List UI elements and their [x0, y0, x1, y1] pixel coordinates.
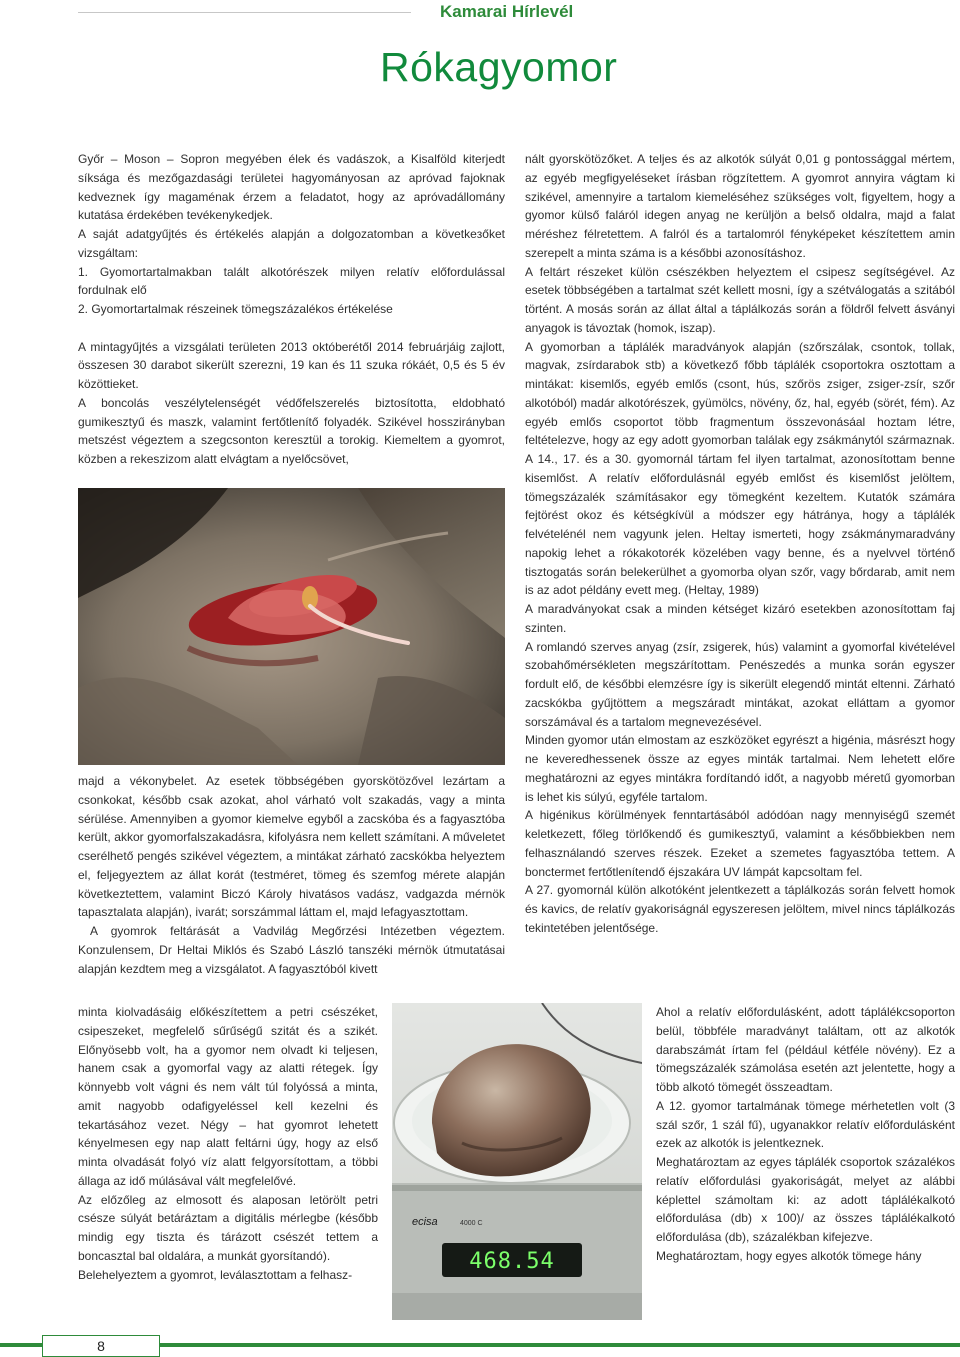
right-column-body [525, 150, 955, 938]
paragraph: minta kiolvadásáig előkészítettem a petri csészéket, csipeszeket, megfelelő sűrűségű szitát és a szikét. Előnyösebb volt, ha a gyomor nem olvadt ki teljesen, hanem csak a gyomorfal vagy az alatti rétegek. Így könnyebb volt vágni és nem vált túl folyóssá a minta, amit nagyobb odafigyeléssel kell kezelni és tekartásához vezet. Négy – hat gyomrot lehetett kényelmesen egy nap alatt feltárni úgy, hogy az első minta olvadását folyó víz alatt felgyorsítottam, a többi állaga az idő múlásával vált megfelelővé. [78, 1005, 378, 1188]
paragraph: Meghatároztam, hogy egyes alkotók tömege hány [656, 1248, 922, 1263]
paragraph: Ahol a relatív előfordulásként, adott táplálékcsoporton belül, többféle maradványt találtam, ott az alkotók darabszámát írtam fel (például kétféle növény). Ez a tömegszázalék számolása esetén azt jelentette, hogy a több alkotó tömegét összeadtam. [656, 1005, 955, 1094]
newsletter-title: Kamarai Hírlevél [440, 2, 574, 21]
paragraph: A 12. gyomor tartalmának tömege mérhetetlen volt (3 szál szőr, 1 szál fű), ugyanakkor relatív előfordulásként ezek az alkotók is jelentkeznek. [656, 1098, 955, 1151]
paragraph: Minden gyomor után elmostam az eszközöket egyrészt a higénia, másrészt hogy ne keveredhessenek össze az egyes minták tartalmai. Nem lehetett előre meghatározni az egyes mintákra fordítandó időt, a nagyobb méretű gyomorban is lehet kis súlyú, egyféle tartalom. [525, 733, 955, 804]
paragraph: A gyomorban a táplálék maradványok alapján (szőrszálak, csontok, tollak, magvak, zsírdarabok stb) a következő főbb táplálék csoportokra osztottam a mintákat: kisemlős, egyéb emlős (csont, hús, szőrös zsiger, zsiger-zsír, szőr alkotóból) madár alkotórészek, gyümölcs, növény, őz, hal, egyéb (sörét, fém). Az egyéb emlős csoportot több fragmentum összevonásáal hoztam létre, feltételezve, hogy az egy adott gyomorban találak egy zsákmánytól származnak. A 14., 17. és a 30. gyomornál tártam fel ilyen tartalmat, azonosítottam benne kisemlőst. A relatív előfordulásnál egyéb emlőst és kisemlőst jelöltem, tömegszázalék számításakor egy tömegként kezeltem. Kutatók számára fejtörést okoz és kétségkívül a módszer egy hátránya, hogy a táplálék felvételénél nem vagyunk jelen. Heltay ismerteti, hogy zsákmánymaradvány napokig lehet a rókakotorék közelében vagy benne, és a nyelvvel történő tisztogatás során belekerülhet a gyomorba olyan szőr, vagy bőrdarab, amit nem is az adot példány evett meg. (Heltay, 1989) [525, 339, 955, 598]
header-rule [78, 12, 411, 13]
left-column-body [78, 772, 505, 978]
paragraph: Győr – Moson – Sopron megyében élek és vadászok, a Kisalföld kiterjedt síksága és mezőgazdasági területei hagyományosan az apróvad fajoknak kedveznek így magaménak érzem a feladatot, hogy az apróvadállomány kutatása érdekében tevékenykedjek. [78, 152, 505, 223]
paragraph: Az előzőleg az elmosott és alaposan letörölt petri csésze súlyát betáráztam a digitális mérlegbe (később mindig egy tiszta és tárázott csészét tettem a boncasztal bal oldalára, a munkát gyorsítandó). [78, 1192, 378, 1263]
stomach-on-scale-photo [392, 1003, 642, 1320]
scale-brand: ecisa [412, 1216, 438, 1228]
paragraph: A romlandó szerves anyag (zsír, zsigerek, hús) valamint a gyomorfal kivételével szobahőmérsékleten megszárítottam. Penészedés a munka során egyszer fordult elő, de későbbi elemzésre így is sikerült elegendő mintát eltenni. Zárható zacskókba gyűjtöttem a megszáradt mintákat, azokat elláttam a gyomor sorszámával és a tartalom megnevezésével. [525, 639, 955, 729]
paragraph: nált gyorskötözőket. A teljes és az alkotók súlyát 0,01 g pontossággal mértem, az egyéb megfigyeléseket írásban rögzítettem. A gyomrot annyira vágtam ki szikével, amennyire a tartalom kiemeléséhez szükséges volt, figyeltem, hogy a gyomor külső faláról idegen anyag ne kerüljön a belső oldalra, majd a falat méréshez félretettem. A falról és a tartalomról fényképeket készítettem amin szerepelt a minta száma is a későbbi azonosításhoz. [525, 152, 955, 260]
footer-stripe [160, 1343, 960, 1347]
paragraph: majd a vékonybelet. Az esetek többségében gyorskötözővel lezártam a csonkokat, később csak azokat, ahol várható volt szakadás, vagy a minta sérülése. Amennyiben a gyomor kiemelve egyből a zacskóba és a fagyasztóba került, akkor gyomorfalszakadásra, kifolyásra nem kellett számítani. A műveletet cserélhető pengés szikével végeztem, a mintákat zárható zacskókba helyeztem el, feljegyeztem az állat korát (testméret, tömeg és szemfog mérete alapján következtettem, valamint Biczó Károly hivatásos vadász, vadgazda mérnök tapasztalata alapján), ivarát; sorszámmal láttam el, majd lefagyasztottam. [78, 774, 505, 920]
list-item: 2. Gyomortartalmak részeinek tömegszázalékos értékelése [78, 302, 393, 316]
paragraph: A boncolás veszélytelenségét védőfelszerelés biztosította, eldobható gumikesztyű és maszk, valamint fertőtlenítő folyadék. Szikével hosszirányban metszést végeztem a szegcsonton keresztül a torokig. Kiemeltem a gyomrot, közben a rekeszizom alatt elvágtam a nyelőcsövet, [78, 395, 505, 466]
scale-reading: 468.54 [469, 1249, 555, 1274]
left-column-narrow [78, 1003, 378, 1284]
scale-model: 4000 C [460, 1220, 483, 1227]
page-title: Rókagyomor [380, 44, 618, 90]
paragraph: Meghatároztam az egyes táplálék csoportok százalékos relatív előfordulási gyakoriságát, melyet az alábbi képlettel számoltam ki: az adott táplálékalkotó előfordulása (db) x 100)/ az összes táplálékalkotó előfordulása (db), százalékban kifejezve. [656, 1155, 955, 1244]
paragraph: Belehelyeztem a gyomrot, leválasztottam a felhasz- [78, 1267, 353, 1282]
paragraph: A mintagyűjtés a vizsgálati területen 2013 októberétől 2014 februárjáig zajlott, összesen 30 darabot sikerült szerezni, 19 kan és 11 szuka rókáét, 0,5 és 5 év közöttieket. [78, 339, 505, 391]
left-column-intro [78, 150, 505, 469]
paragraph: A higénikus körülmények fenntartásából adódóan nagy mennyiségű szemét keletkezett, főleg törlőkendő és gumikesztyű, valamint a későbbiekben nem felhasználandó szerves részek. Ezeket a szemetes fagyasztóba tettem. A bonctermet fertőtlenítendő éjszakára UV lámpát kapcsoltam fel. [525, 808, 955, 879]
fox-dissection-photo [78, 488, 505, 765]
list-item: 1. Gyomortartalmakban talált alkotórészek milyen relatív előfordulással fordulnak elő [78, 264, 505, 298]
paragraph: A maradványokat csak a minden kétséget kizáró esetekben azonosítottam faj szinten. [525, 602, 955, 635]
right-column-narrow [656, 1003, 955, 1266]
footer-stripe [0, 1343, 42, 1347]
paragraph: A saját adatgyűjtés és értékelés alapján a dolgozatomban a követkeзőket vizsgáltam: [78, 227, 505, 260]
paragraph: A gyomrok feltárását a Vadvilág Megőrzési Intézetben végeztem. Konzulensem, Dr Heltai Miklós és Szabó László tanszéki mérnök útmutatásai alapján kezdtem meg a vizsgálatot. A fagyasztóból kivett [78, 924, 505, 976]
paragraph: A 27. gyomornál külön alkotóként jelentkezett a táplálkozás során felvett homok és kavics, de relatív gyakoriságnál egyszeresen jelöltem, mivel nincs táplálkozás tekintetében jelentősége. [525, 883, 955, 935]
paragraph: A feltárt részeket külön csészékben helyeztem el csipesz segítségével. Az esetek többségében a tartalmat szét kellett mosni, így a szétválogatás a szitából történt. A mosás során az állat által a táplálkozás során a földről felvett ásványi anyagok is távoztak (homok, iszap). [525, 264, 955, 335]
page-number: 8 [42, 1335, 160, 1357]
